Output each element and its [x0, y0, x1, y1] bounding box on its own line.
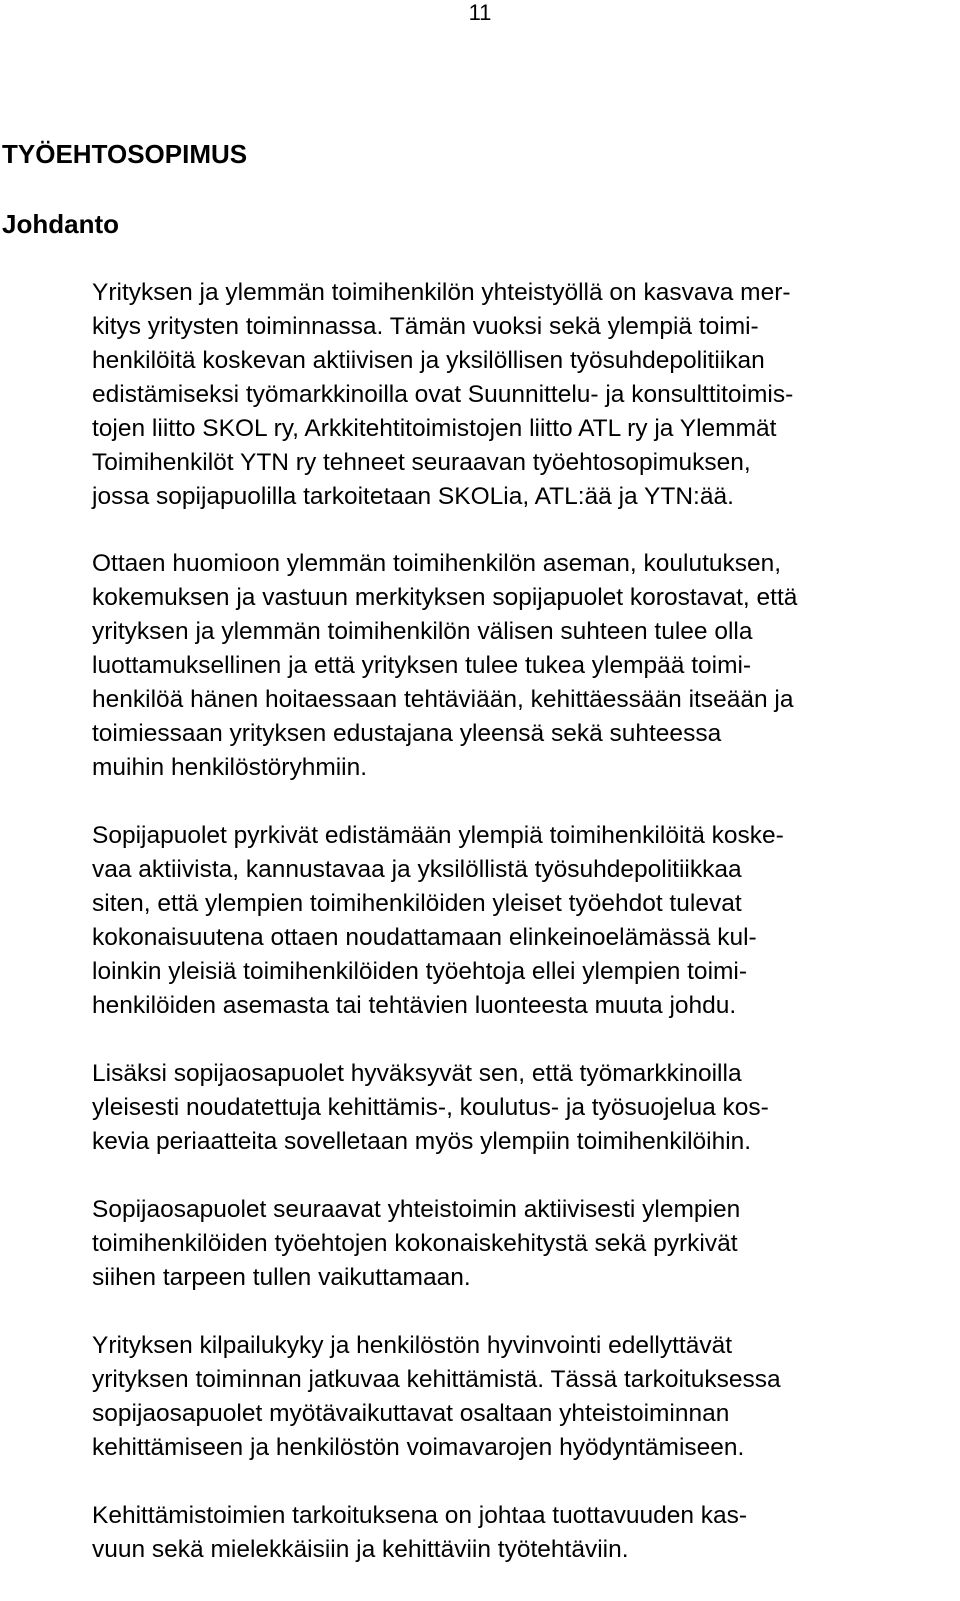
paragraph-line: luottamuksellinen ja että yrityksen tulee tukea ylempää toimi- — [92, 652, 752, 679]
paragraph-line: kokemuksen ja vastuun merkityksen sopijapuolet korostavat, että — [92, 584, 798, 611]
paragraph-line: kehittämiseen ja henkilöstön voimavarojen hyödyntämiseen. — [92, 1434, 745, 1461]
paragraph-6 — [92, 1329, 952, 1465]
paragraph-line: kitys yritysten toiminnassa. Tämän vuoksi sekä ylempiä toimi- — [92, 313, 759, 340]
paragraph-5 — [92, 1193, 952, 1295]
paragraph-line: siihen tarpeen tullen vaikuttamaan. — [92, 1264, 471, 1291]
page-number: 11 — [468, 0, 492, 25]
paragraph-line: yleisesti noudatettuja kehittämis-, koulutus- ja työsuojelua kos- — [92, 1094, 769, 1121]
paragraph-line: edistämiseksi työmarkkinoilla ovat Suunnittelu- ja konsulttitoimis- — [92, 381, 794, 408]
paragraph-line: henkilöiden asemasta tai tehtävien luonteesta muuta johdu. — [92, 992, 737, 1019]
paragraph-line: tojen liitto SKOL ry, Arkkitehtitoimistojen liitto ATL ry ja Ylemmät — [92, 415, 777, 442]
paragraph-line: Toimihenkilöt YTN ry tehneet seuraavan työehtosopimuksen, — [92, 449, 751, 476]
paragraph-2 — [92, 547, 952, 785]
paragraph-line: Sopijaosapuolet seuraavat yhteistoimin aktiivisesti ylempien — [92, 1196, 741, 1223]
section-title: Johdanto — [2, 209, 119, 239]
paragraph-line: Ottaen huomioon ylemmän toimihenkilön aseman, koulutuksen, — [92, 550, 782, 577]
paragraph-line: loinkin yleisiä toimihenkilöiden työehtoja ellei ylempien toimi- — [92, 958, 748, 985]
paragraph-line: jossa sopijapuolilla tarkoitetaan SKOLia, ATL:ää ja YTN:ää. — [92, 483, 734, 510]
paragraph-line: yrityksen toiminnan jatkuvaa kehittämistä. Tässä tarkoituksessa — [92, 1366, 781, 1393]
paragraph-line: toimihenkilöiden työehtojen kokonaiskehitystä sekä pyrkivät — [92, 1230, 738, 1257]
paragraph-line: Yrityksen kilpailukyky ja henkilöstön hyvinvointi edellyttävät — [92, 1332, 733, 1359]
paragraph-line: muihin henkilöstöryhmiin. — [92, 754, 368, 781]
paragraph-line: Lisäksi sopijaosapuolet hyväksyvät sen, että työmarkkinoilla — [92, 1060, 742, 1087]
paragraph-7 — [92, 1499, 952, 1567]
paragraph-line: vuun sekä mielekkäisiin ja kehittäviin työtehtäviin. — [92, 1536, 629, 1563]
paragraph-line: vaa aktiivista, kannustavaa ja yksilöllistä työsuhdepolitiikkaa — [92, 856, 742, 883]
paragraph-line: siten, että ylempien toimihenkilöiden yleiset työehdot tulevat — [92, 890, 742, 917]
paragraph-1 — [92, 276, 952, 514]
paragraph-line: henkilöitä koskevan aktiivisen ja yksilöllisen työsuhdepolitiikan — [92, 347, 765, 374]
paragraph-line: Kehittämistoimien tarkoituksena on johtaa tuottavuuden kas- — [92, 1502, 748, 1529]
paragraph-line: toimiessaan yrityksen edustajana yleensä sekä suhteessa — [92, 720, 722, 747]
paragraph-4 — [92, 1057, 952, 1159]
paragraph-line: yrityksen ja ylemmän toimihenkilön välisen suhteen tulee olla — [92, 618, 753, 645]
paragraph-line: henkilöä hänen hoitaessaan tehtäviään, kehittäessään itseään ja — [92, 686, 794, 713]
document-title: TYÖEHTOSOPIMUS — [2, 139, 248, 169]
paragraph-line: Sopijapuolet pyrkivät edistämään ylempiä toimihenkilöitä koske- — [92, 822, 784, 849]
paragraph-line: sopijaosapuolet myötävaikuttavat osaltaan yhteistoiminnan — [92, 1400, 730, 1427]
paragraph-line: Yrityksen ja ylemmän toimihenkilön yhteistyöllä on kasvava mer- — [92, 279, 791, 306]
paragraph-line: kevia periaatteita sovelletaan myös ylempiin toimihenkilöihin. — [92, 1128, 752, 1155]
paragraph-line: kokonaisuutena ottaen noudattamaan elinkeinoelämässä kul- — [92, 924, 757, 951]
paragraph-3 — [92, 819, 952, 1023]
